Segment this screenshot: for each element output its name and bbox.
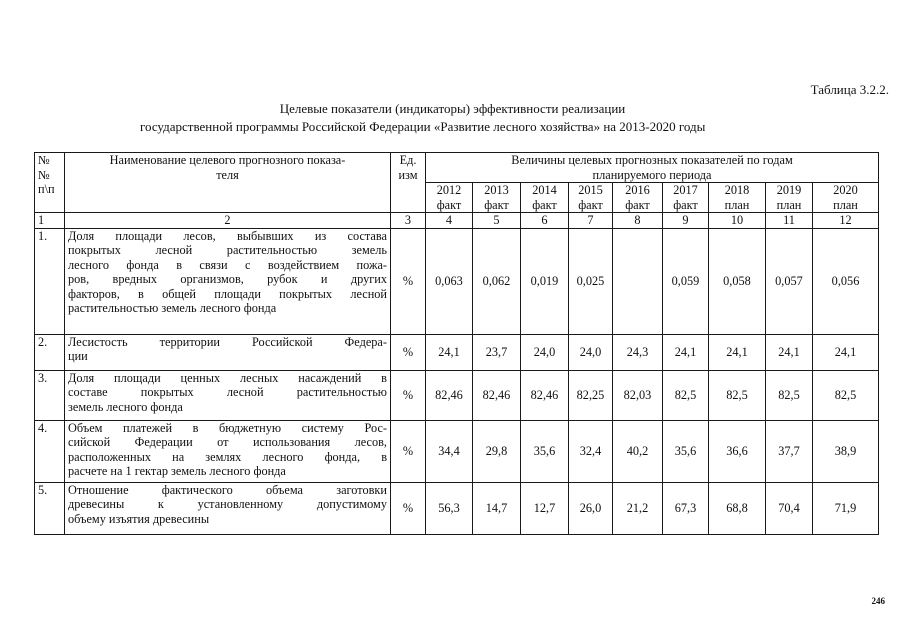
- row-value-cell: 36,6: [709, 420, 766, 482]
- column-number-cell: 1: [35, 213, 65, 229]
- row-value-cell: 0,025: [569, 228, 613, 334]
- row-unit-cell: %: [391, 228, 426, 334]
- column-number-cell: 2: [65, 213, 391, 229]
- header-group-cell: [426, 153, 879, 183]
- year-header-cell: [521, 183, 569, 213]
- row-value-cell: 23,7: [473, 334, 521, 370]
- header-group-line: Величины целевых прогнозных показателей по годам: [511, 153, 793, 167]
- header-name-cell: [65, 153, 391, 213]
- table-row: [35, 334, 879, 370]
- row-name-cell: [65, 420, 391, 482]
- row-value-cell: 82,5: [766, 370, 813, 420]
- indicators-table: [34, 152, 879, 535]
- row-value-cell: 67,3: [663, 482, 709, 534]
- row-value-cell: 70,4: [766, 482, 813, 534]
- row-name-cell: [65, 370, 391, 420]
- row-value-cell: 14,7: [473, 482, 521, 534]
- row-value-cell: 82,46: [521, 370, 569, 420]
- row-value-cell: 38,9: [813, 420, 879, 482]
- row-unit-cell: %: [391, 370, 426, 420]
- row-value-cell: 0,058: [709, 228, 766, 334]
- row-name-cell: [65, 228, 391, 334]
- row-name-line: покрытых лесной растительностью земель: [68, 243, 387, 257]
- year-header-cell: [426, 183, 473, 213]
- row-name-line: ции: [68, 349, 88, 363]
- row-value-cell: 0,062: [473, 228, 521, 334]
- year-type-label: факт: [484, 197, 509, 212]
- row-value-cell: 0,063: [426, 228, 473, 334]
- column-number-cell: 12: [813, 213, 879, 229]
- table-row: [35, 482, 879, 534]
- row-value-cell: 0,056: [813, 228, 879, 334]
- row-value-cell: 82,5: [709, 370, 766, 420]
- row-value-cell: 12,7: [521, 482, 569, 534]
- row-name-line: расчете на 1 гектар земель лесного фонда: [68, 464, 286, 478]
- row-value-cell: 56,3: [426, 482, 473, 534]
- column-number-cell: 3: [391, 213, 426, 229]
- row-unit-cell: %: [391, 420, 426, 482]
- row-name-line: сийской Федерации от использования лесов,: [68, 435, 387, 449]
- header-num-line: №: [38, 167, 50, 182]
- row-value-cell: 32,4: [569, 420, 613, 482]
- table-row: [35, 370, 879, 420]
- table-row: [35, 228, 879, 334]
- header-unit-line: изм: [398, 167, 418, 182]
- year-label: 2018: [724, 183, 750, 197]
- year-type-label: план: [724, 197, 750, 212]
- row-name-line: Лесистость территории Российской Федера-: [68, 334, 387, 349]
- row-value-cell: 24,3: [613, 334, 663, 370]
- year-header-cell: [613, 183, 663, 213]
- year-label: 2013: [484, 183, 509, 197]
- column-number-cell: 7: [569, 213, 613, 229]
- row-name-line: лесного фонда в связи с воздействием пожа-: [68, 257, 387, 272]
- row-value-cell: 24,1: [813, 334, 879, 370]
- table-row: [35, 420, 879, 482]
- row-name-cell: [65, 482, 391, 534]
- row-unit-cell: %: [391, 482, 426, 534]
- row-name-line: земель лесного фонда: [68, 399, 183, 414]
- year-header-cell: [663, 183, 709, 213]
- header-unit-cell: [391, 153, 426, 213]
- year-label: 2014: [532, 183, 557, 197]
- row-value-cell: 29,8: [473, 420, 521, 482]
- year-header-cell: [813, 183, 879, 213]
- row-value-cell: 0,019: [521, 228, 569, 334]
- row-value-cell: 0,059: [663, 228, 709, 334]
- column-number-cell: 5: [473, 213, 521, 229]
- year-header-cell: [766, 183, 813, 213]
- header-group-line: планируемого периода: [592, 167, 712, 182]
- table-title-line-1: Целевые показатели (индикаторы) эффективности реализации: [279, 101, 626, 116]
- row-value-cell: 82,25: [569, 370, 613, 420]
- row-value-cell: 34,4: [426, 420, 473, 482]
- row-value-cell: 35,6: [663, 420, 709, 482]
- row-name-line: объему изъятия древесины: [68, 511, 210, 526]
- header-num-line: №: [38, 153, 50, 167]
- table-title-line-2: государственной программы Российской Федерации «Развитие лесного хозяйства» на 2013-2020 годы: [140, 119, 706, 134]
- year-type-label: факт: [673, 197, 698, 212]
- row-value-cell: 24,0: [569, 334, 613, 370]
- table-body: [35, 228, 879, 534]
- year-type-label: факт: [625, 197, 650, 212]
- header-name-line: Наименование целевого прогнозного показа-: [109, 153, 346, 167]
- row-name-line: ров, вредных организмов, рубок и других: [68, 272, 387, 286]
- row-name-line: составе покрытых лесной растительностью: [68, 385, 387, 399]
- row-value-cell: 40,2: [613, 420, 663, 482]
- row-value-cell: 68,8: [709, 482, 766, 534]
- row-value-cell: 21,2: [613, 482, 663, 534]
- column-number-cell: 11: [766, 213, 813, 229]
- row-value-cell: 82,46: [473, 370, 521, 420]
- column-number-cell: 10: [709, 213, 766, 229]
- row-name-cell: [65, 334, 391, 370]
- column-number-cell: 6: [521, 213, 569, 229]
- header-unit-line: Ед.: [399, 153, 417, 167]
- row-value-cell: 82,46: [426, 370, 473, 420]
- year-header-cell: [709, 183, 766, 213]
- table-number: Таблица 3.2.2.: [810, 82, 889, 97]
- row-value-cell: 37,7: [766, 420, 813, 482]
- row-unit-cell: %: [391, 334, 426, 370]
- row-name-line: Отношение фактического объема заготовки: [68, 482, 387, 497]
- row-name-line: Объем платежей в бюджетную систему Рос-: [68, 420, 387, 435]
- row-value-cell: 24,0: [521, 334, 569, 370]
- year-type-label: факт: [578, 197, 603, 212]
- row-value-cell: 0,057: [766, 228, 813, 334]
- row-index-cell: 5.: [35, 482, 65, 534]
- row-name-line: факторов, в общей площади покрытых лесной: [68, 286, 387, 301]
- page-number: 246: [871, 596, 885, 606]
- column-numbers-row: [35, 213, 879, 229]
- year-header-cell: [473, 183, 521, 213]
- year-label: 2017: [673, 183, 698, 197]
- header-row-1: [35, 153, 879, 183]
- year-type-label: план: [833, 197, 858, 212]
- row-value-cell: 24,1: [426, 334, 473, 370]
- row-value-cell: 71,9: [813, 482, 879, 534]
- row-name-line: растительностью земель лесного фонда: [68, 301, 277, 315]
- year-label: 2020: [833, 183, 858, 197]
- row-value-cell: 82,5: [663, 370, 709, 420]
- row-value-cell: 26,0: [569, 482, 613, 534]
- year-label: 2016: [625, 183, 650, 197]
- row-value-cell: 82,03: [613, 370, 663, 420]
- row-value-cell: 24,1: [766, 334, 813, 370]
- row-name-line: расположенных на землях лесного фонда, в: [68, 449, 387, 464]
- column-number-cell: 4: [426, 213, 473, 229]
- row-value-cell: 24,1: [663, 334, 709, 370]
- row-name-line: древесины к установленному допустимому: [68, 497, 387, 511]
- row-index-cell: 3.: [35, 370, 65, 420]
- year-label: 2015: [578, 183, 603, 197]
- header-num-line: п\п: [38, 182, 55, 196]
- year-type-label: факт: [436, 197, 462, 212]
- row-index-cell: 1.: [35, 228, 65, 334]
- year-label: 2019: [776, 183, 802, 197]
- row-value-cell: 24,1: [709, 334, 766, 370]
- row-index-cell: 2.: [35, 334, 65, 370]
- column-number-cell: 9: [663, 213, 709, 229]
- year-label: 2012: [436, 183, 462, 197]
- row-value-cell: 82,5: [813, 370, 879, 420]
- year-type-label: план: [776, 197, 802, 212]
- row-value-cell: 35,6: [521, 420, 569, 482]
- row-name-line: Доля площади лесов, выбывших из состава: [68, 228, 387, 243]
- row-name-line: Доля площади ценных лесных насаждений в: [68, 370, 387, 385]
- column-number-cell: 8: [613, 213, 663, 229]
- year-type-label: факт: [532, 197, 557, 212]
- year-header-cell: [569, 183, 613, 213]
- row-index-cell: 4.: [35, 420, 65, 482]
- header-name-line: теля: [216, 167, 239, 182]
- row-value-cell: [613, 228, 663, 334]
- header-num-cell: [35, 153, 65, 213]
